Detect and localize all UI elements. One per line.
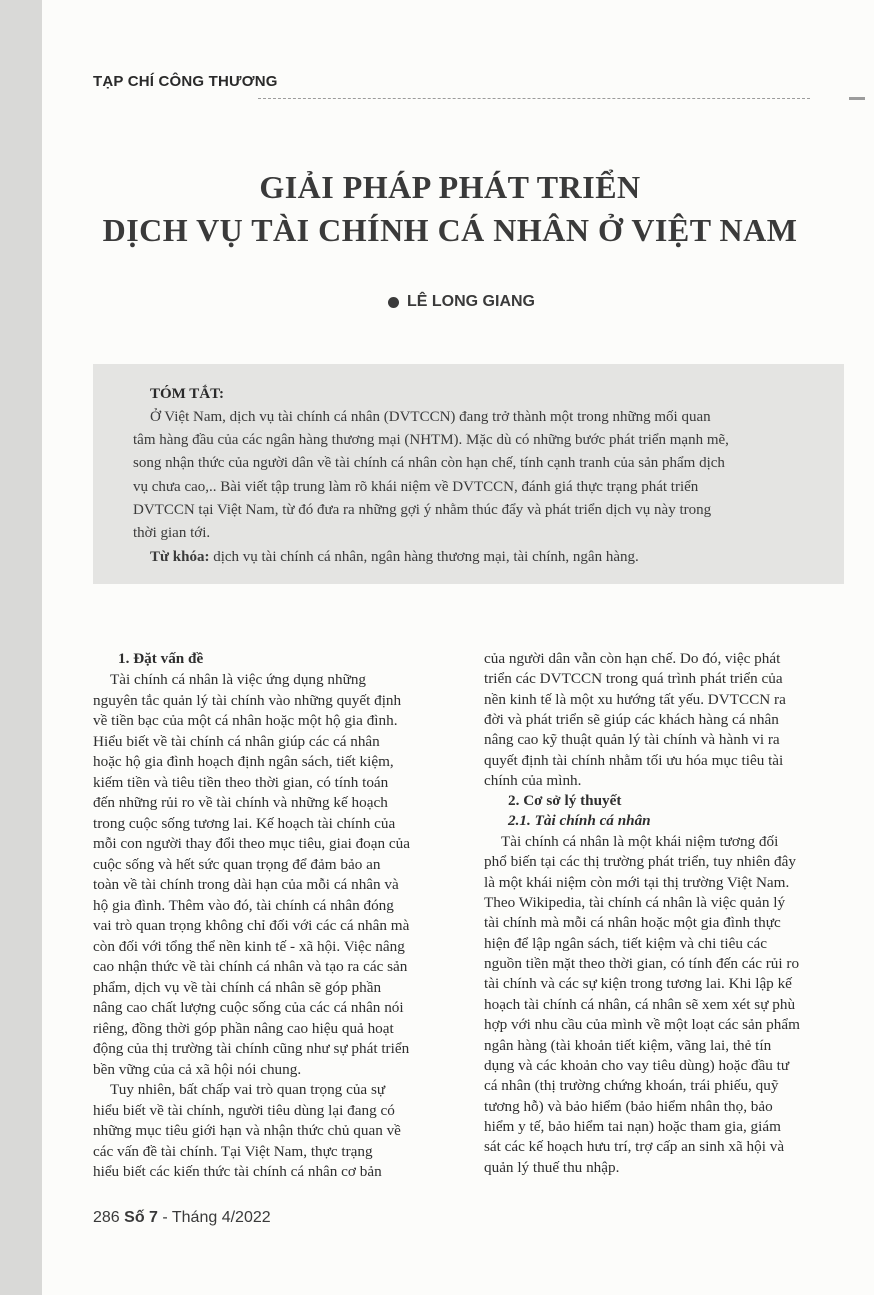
body-text-line: quyết định tài chính nhằm tối ưu hóa mục tiêu tài: [484, 751, 784, 769]
body-text-line: hiểu biết về tài chính, người tiêu dùng lại đang có: [93, 1101, 395, 1119]
body-text-line: dụng và các khoản cho vay tiêu dùng) hoặc đầu tư: [484, 1056, 790, 1074]
body-text-line: nguồn tiền mặt theo thời gian, có tính đến các rủi ro: [484, 955, 800, 973]
body-text-line: là một khái niệm còn mới tại thị trường Việt Nam.: [484, 873, 790, 891]
body-text-line: đến những rủi ro về tài chính và những kế hoạch: [93, 794, 388, 811]
page-footer: [93, 1209, 271, 1227]
abstract-line: thời gian tới.: [133, 525, 211, 541]
body-text-line: mỗi con người thay đổi theo mục tiêu, giai đoạn của: [93, 835, 410, 852]
body-text-line: hộ gia đình. Thêm vào đó, tài chính cá nhân đóng: [93, 896, 394, 914]
body-text-line: động của thị trường tài chính cũng như sự phát triển: [93, 1040, 410, 1057]
body-text-line: sát các kế hoạch hưu trí, trợ cấp an sinh xã hội và: [484, 1138, 785, 1156]
header-rule-end: [849, 97, 865, 100]
page-number: 286: [93, 1209, 120, 1226]
body-text-line: toàn về tài chính trong dài hạn của mỗi cá nhân và: [93, 876, 399, 893]
issue-date: - Tháng 4/2022: [157, 1209, 271, 1226]
body-text-line: Theo Wikipedia, tài chính cá nhân là việc quản lý: [484, 894, 786, 912]
body-text-line: chính của mình.: [484, 771, 582, 789]
body-text-line: tài chính và các sự kiện trong tương lai. Khi lập kế: [484, 975, 792, 993]
section-2-1-heading: 2.1. Tài chính cá nhân: [508, 812, 651, 829]
header-rule: [258, 98, 810, 99]
bullet-icon: [388, 297, 399, 308]
abstract-line: DVTCCN tại Việt Nam, từ đó đưa ra những gợi ý nhằm thúc đẩy và phát triển dịch vụ này trong: [133, 501, 712, 518]
body-text-line: nền kinh tế là một xu hướng tất yếu. DVTCCN ra: [484, 690, 786, 708]
body-text-line: triển các DVTCCN trong quá trình phát triển của: [484, 670, 783, 688]
body-text-line: phổ biến tại các thị trường phát triển, tuy nhiên đây: [484, 853, 796, 871]
body-text-line: còn đối với tổng thể nền kinh tế - xã hội. Việc nâng: [93, 937, 405, 955]
body-text-line: những mục tiêu giới hạn và nhận thức chủ quan về: [93, 1122, 401, 1139]
body-text-line: vai trò quan trọng không chỉ đối với các cá nhân mà: [93, 917, 410, 934]
body-text-line: hiểm y tế, bảo hiểm tai nạn) hoặc tham gia, giám: [484, 1117, 781, 1135]
body-text-line: về tiền bạc của một cá nhân hoặc một hộ gia đình.: [93, 712, 398, 729]
article-title-line-2: DỊCH VỤ TÀI CHÍNH CÁ NHÂN Ở VIỆT NAM: [102, 212, 798, 248]
body-text-line: hiện để lập ngân sách, tiết kiệm và chi tiêu các: [484, 934, 767, 952]
page-margin-strip: [0, 0, 42, 1295]
section-1-heading: 1. Đặt vấn đề: [118, 650, 204, 667]
body-text-line: tương hỗ) và bảo hiểm (bảo hiểm nhân thọ, bảo: [484, 1097, 773, 1115]
body-text-line: riêng, đồng thời góp phần nâng cao hiệu quả hoạt: [93, 1019, 394, 1037]
abstract-line: tâm hàng đầu của các ngân hàng thương mại (NHTM). Mặc dù có những bước phát triển mạnh mẽ,: [133, 432, 729, 449]
body-text-line: hoạch tài chính cá nhân, cá nhân sẽ xem xét sự phù: [484, 995, 796, 1013]
journal-name: TẠP CHÍ CÔNG THƯƠNG: [93, 73, 278, 90]
body-text-line: Tài chính cá nhân là một khái niệm tương đối: [501, 833, 779, 850]
body-text-line: Tuy nhiên, bất chấp vai trò quan trọng của sự: [110, 1081, 386, 1098]
body-text-line: hợp với nhu cầu của mình về một loạt các sản phẩm: [484, 1016, 800, 1034]
abstract-heading: TÓM TẮT:: [150, 386, 225, 402]
body-text-line: của người dân vẫn còn hạn chế. Do đó, việc phát: [484, 650, 781, 667]
body-text-line: trong cuộc sống tương lai. Kế hoạch tài chính của: [93, 814, 396, 832]
section-2-heading: 2. Cơ sở lý thuyết: [508, 792, 622, 809]
body-text-line: hoặc hộ gia đình hoạch định ngân sách, tiết kiệm,: [93, 753, 394, 770]
body-text-line: nguyên tắc quản lý tài chính vào những quyết định: [93, 691, 402, 709]
body-text-line: cao nhận thức về tài chính cá nhân và tạo ra các sản: [93, 958, 408, 975]
body-text-line: nâng cao chất lượng cuộc sống của các cá nhân nói: [93, 999, 404, 1016]
issue-number: Số 7: [124, 1209, 158, 1226]
body-text-line: hiểu biết các kiến thức tài chính cá nhân cơ bản: [93, 1163, 382, 1180]
author-byline: [388, 293, 535, 311]
body-text-line: Hiểu biết về tài chính cá nhân giúp các cá nhân: [93, 732, 380, 750]
abstract-line: song nhận thức của người dân về tài chính cá nhân còn hạn chế, tính cạnh tranh của sản phẩm dịch: [133, 455, 725, 472]
keywords-label: Từ khóa:: [150, 549, 210, 565]
body-text-line: ngân hàng (tài khoản tiết kiệm, vãng lai, thẻ tín: [484, 1036, 772, 1054]
abstract-line: Ở Việt Nam, dịch vụ tài chính cá nhân (DVTCCN) đang trở thành một trong những mối quan: [150, 409, 711, 425]
body-text-line: tài chính mà mỗi cá nhân hoặc một gia đình thực: [484, 914, 781, 932]
body-text-line: bền vững của cả xã hội nói chung.: [93, 1060, 302, 1078]
body-text-line: kiếm tiền và tiêu tiền theo thời gian, có tính toán: [93, 773, 389, 791]
keywords-text: dịch vụ tài chính cá nhân, ngân hàng thương mại, tài chính, ngân hàng.: [209, 549, 639, 565]
abstract-line: vụ chưa cao,.. Bài viết tập trung làm rõ khái niệm về DVTCCN, đánh giá thực trạng phát triển: [133, 478, 699, 495]
body-text-line: cuộc sống và hết sức quan trọng để đảm bảo an: [93, 855, 381, 873]
author-name: LÊ LONG GIANG: [407, 293, 535, 310]
body-text-line: phẩm, dịch vụ về tài chính cá nhân sẽ góp phần: [93, 978, 382, 996]
keywords-line: [150, 547, 639, 567]
body-text-line: các vấn đề tài chính. Tại Việt Nam, thực trạng: [93, 1142, 373, 1160]
body-text-line: quản lý thuế thu nhập.: [484, 1158, 620, 1176]
article-title-line-1: GIẢI PHÁP PHÁT TRIỂN: [259, 169, 641, 205]
body-text-line: nâng cao kỹ thuật quản lý tài chính và hành vi ra: [484, 731, 780, 749]
body-text-line: đời và phát triển sẽ giúp các khách hàng cá nhân: [484, 710, 779, 728]
body-text-line: cá nhân (thị trường chứng khoán, trái phiếu, quỹ: [484, 1077, 779, 1095]
body-text-line: Tài chính cá nhân là việc ứng dụng những: [110, 671, 367, 688]
